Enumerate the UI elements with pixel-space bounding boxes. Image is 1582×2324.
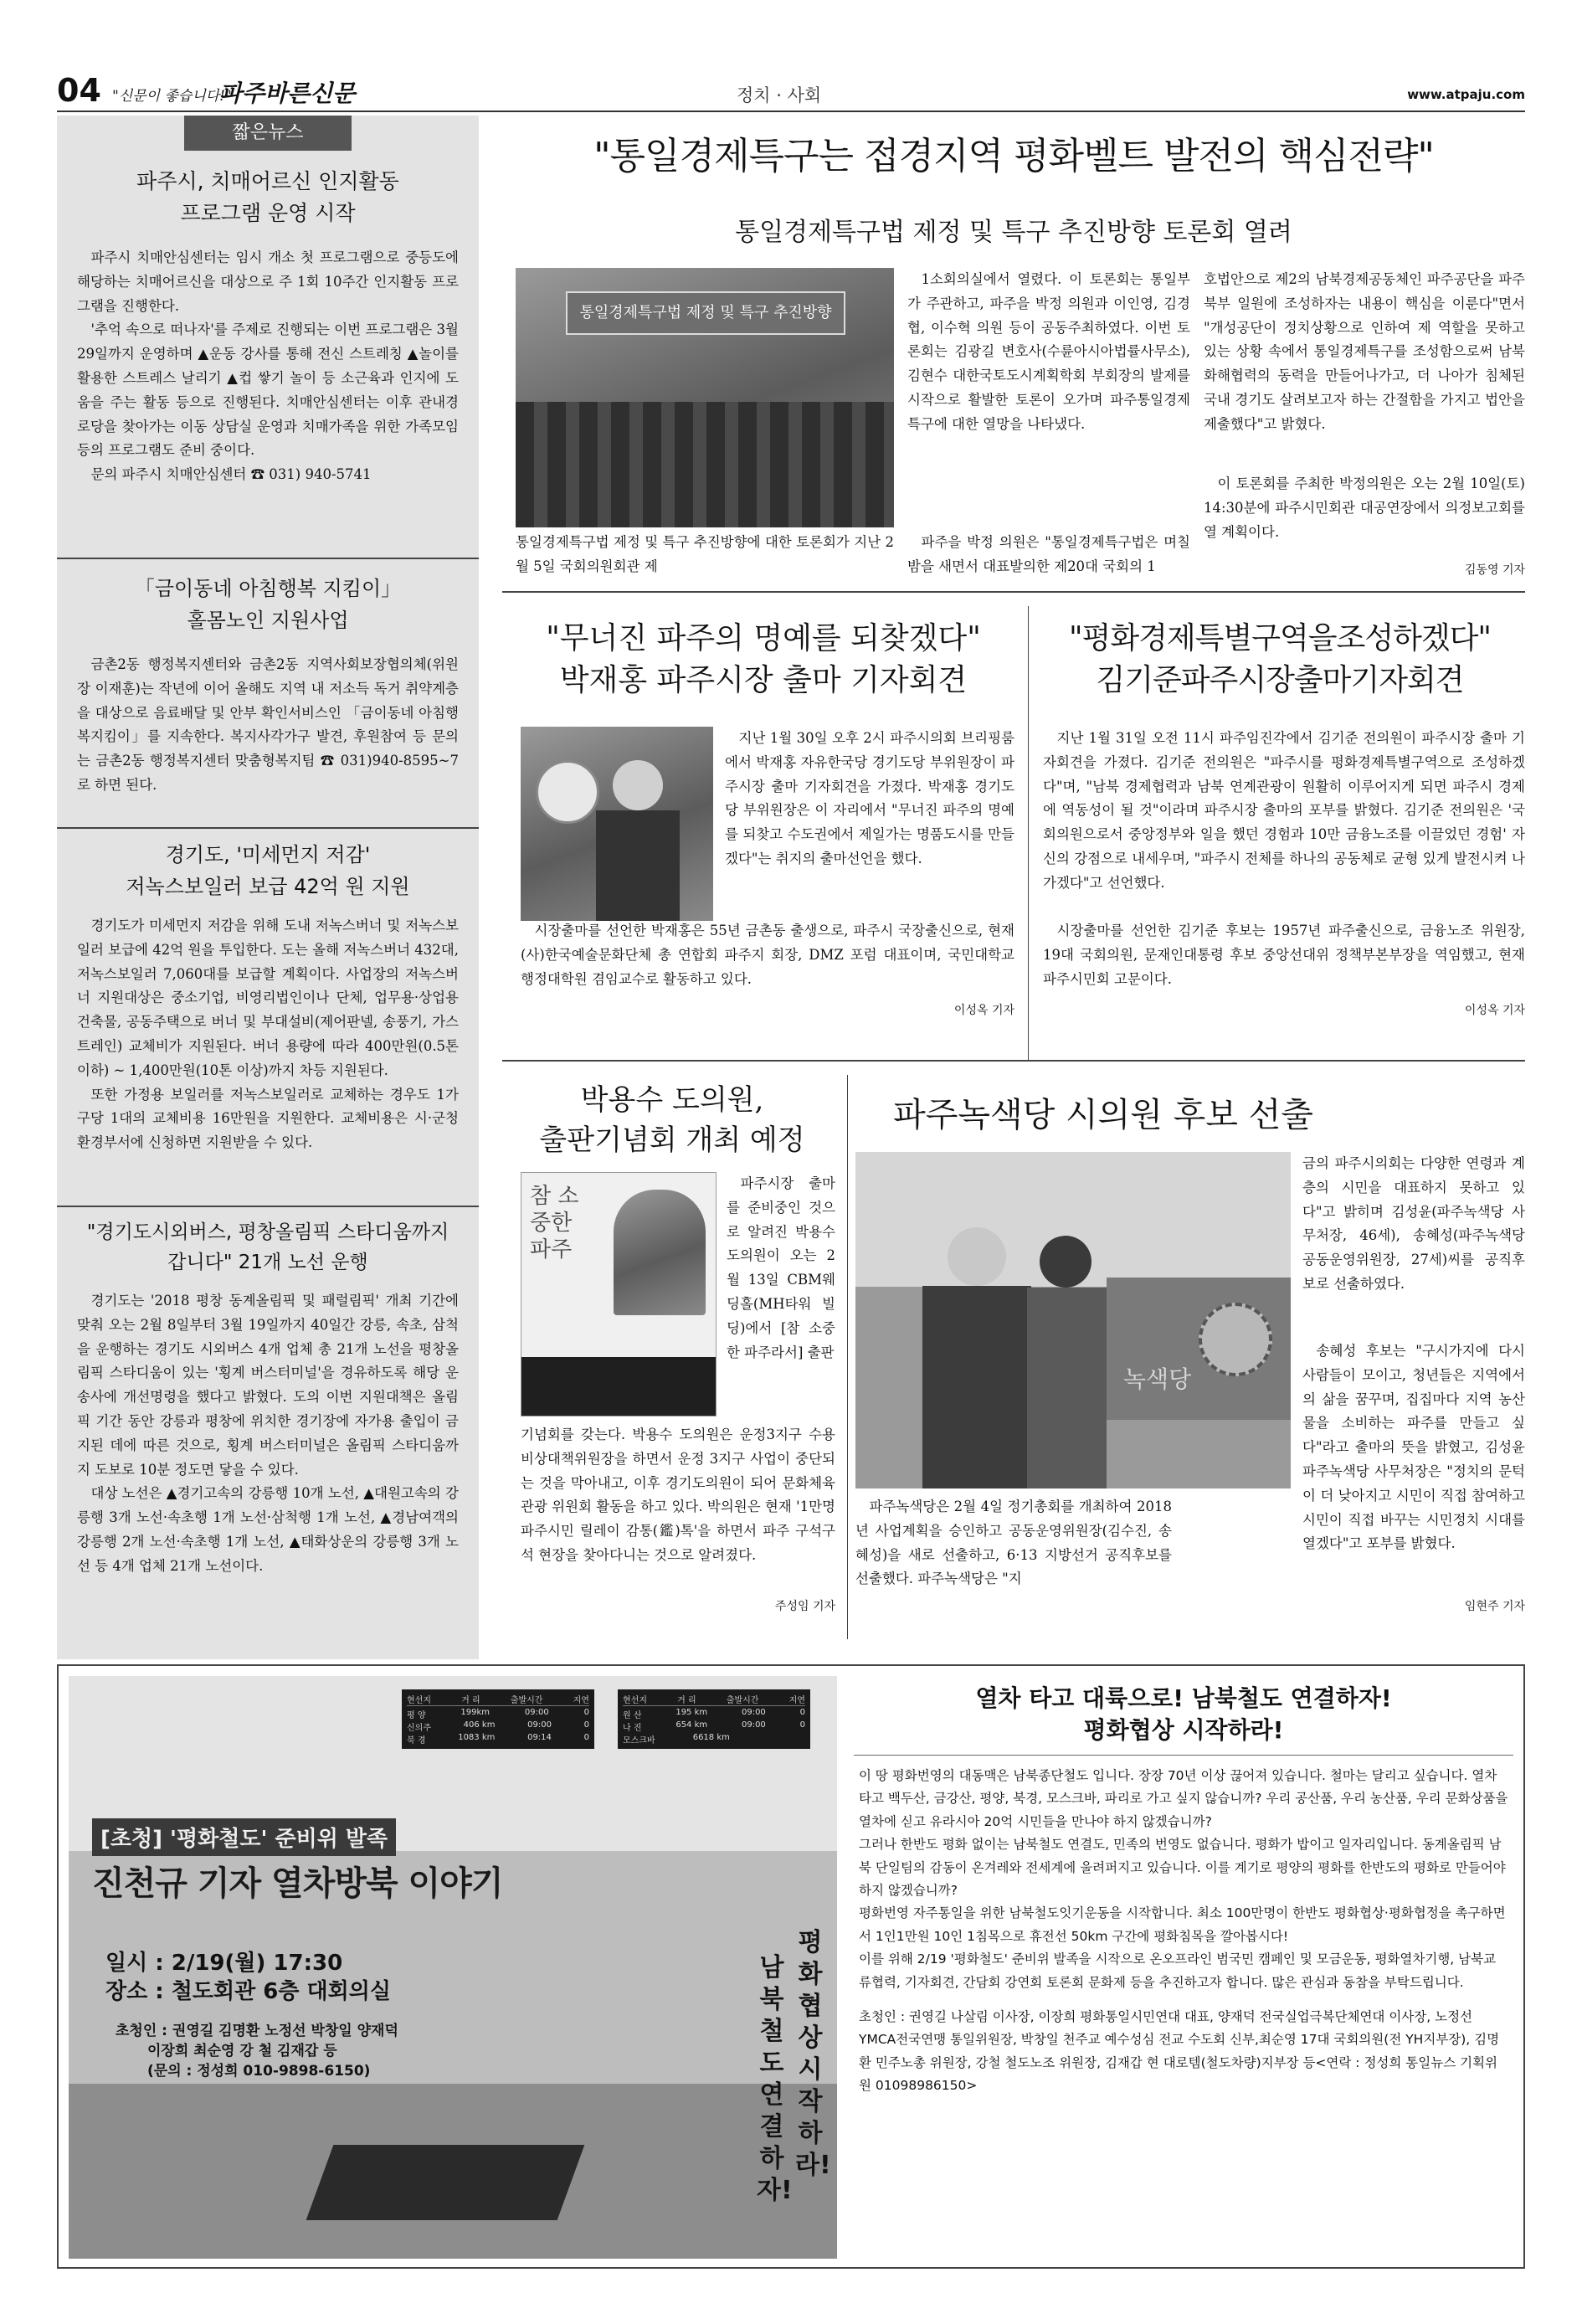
news-title-line: 프로그램 운영 시작 bbox=[180, 201, 356, 225]
header-rule bbox=[57, 111, 1525, 112]
green-byline: 임현주 기자 bbox=[1464, 1600, 1525, 1613]
news-title-line: 홀몸노인 지원사업 bbox=[187, 609, 349, 632]
board-cell: 0 bbox=[583, 1708, 589, 1717]
ad-vertical-slogan-2: 남북철도 연결하자! bbox=[757, 1953, 793, 2205]
ad-invite-line: (문의 : 정성희 010-9898-6150) bbox=[147, 2063, 371, 2080]
rail-paragraph: 평화번영 자주통일을 위한 남북철도잇기운동을 시작합니다. 최소 100만명이 한반도 평화협상·평화협정을 촉구하면서 1인1만원 10인 1침목으로 휴전선 50km 구간에 평화침목을 깔아봅시다! bbox=[859, 1905, 1506, 1944]
green-bottom-text: 파주녹색당은 2월 4일 정기총회를 개최하여 2018년 사업계획을 승인하고 공동운영위원장(김수진, 송혜성)을 새로 선출하고, 6·13 지방선거 공직후보를 선출했다. 파주녹색당은 "지 bbox=[855, 1499, 1172, 1587]
board-header: 지연 bbox=[573, 1696, 589, 1705]
divider bbox=[502, 1060, 1525, 1062]
party-emblem-icon bbox=[536, 760, 599, 824]
train-ad bbox=[69, 1676, 837, 2259]
rail-paragraph: 이 땅 평화번영의 대동맥은 남북종단철도 입니다. 장장 70년 이상 끊어져 있습니다. 철마는 달리고 싶습니다. 열차 타고 백두산, 금강산, 평양, 북경, 모스크바, 파리로 가고 싶지 않습니까? 우리 공산품, 우리 농산품, 우리 문화상품을 열차에 싣고 유라시아 20억 시민들을 만나야 하지 않겠습니까? bbox=[859, 1768, 1508, 1829]
section-label: 정치 · 사회 bbox=[737, 85, 822, 105]
news-title bbox=[77, 1217, 459, 1278]
rail-headline bbox=[854, 1683, 1513, 1746]
sunflower-icon bbox=[1199, 1303, 1272, 1376]
green-right-column-2: 송혜성 후보는 "구시가지에 다시 사람들이 모이고, 청년들은 지역에서의 삶을 꿈꾸며, 집집마다 지역 농산물을 소비하는 파주를 만들고 싶다"라고 출마의 뜻을 밝혔고, 김성윤 파주녹색당 사무처장은 "정치의 문턱이 더 낮아지고 시민이 직접 참여하고 시민이 직접 바꾸는 시민정치 시대를 열겠다"고 포부를 밝혔다. bbox=[1302, 1343, 1525, 1552]
kim-paragraph-2: 시장출마를 선언한 김기준 후보는 1957년 파주출신으로, 금융노조 위원장, 19대 국회의원, 문재인대통령 후보 중앙선대위 정책부본부장을 역임했고, 현재 파주시민회 고문이다. bbox=[1043, 923, 1525, 987]
lead-column-2: 1소회의실에서 열렸다. 이 토론회는 통일부가 주관하고, 파주을 박정 의원과 이인영, 김경협, 이수혁 의원 등이 공동주최하였다. 이번 토론회는 김광길 변호사(수륜아시아법률사무소), 김현수 대한국토도시계획학회 부회장의 발제를 시작으로 활발한 토론이 오가며 파주통일경제특구에 대한 열망을 나타냈다. bbox=[907, 271, 1190, 432]
book-byline: 주성임 기자 bbox=[774, 1600, 835, 1613]
candidate-2-body bbox=[1027, 1288, 1107, 1488]
green-flag bbox=[1107, 1278, 1291, 1420]
news-paragraph: '추억 속으로 떠나자'를 주제로 진행되는 이번 프로그램은 3월 29일까지 운영하며 ▲운동 강사를 통해 전신 스트레칭 ▲놀이를 활용한 스트레스 날리기 ▲컵 쌓기 놀이 등 소근육과 인지에 도움을 주는 활동 등으로 진행된다. 치매안심센터는 이후 관내경로당을 찾아가는 이동 상담실 운영과 치매가족을 위한 가족모임 등의 프로그램도 준비 중이다. bbox=[77, 321, 459, 459]
rail-headline-line: 열차 타고 대륙으로! 남북철도 연결하자! bbox=[975, 1684, 1392, 1712]
book-side-text: 파주시장 출마를 준비중인 것으로 알려진 박용수 도의원이 오는 2월 13일 CBM웨딩홀(MH타워 빌딩)에서 [참 소중한 파주라서] 출판 bbox=[727, 1175, 835, 1360]
ad-banner: [초청] '평화철도' 준비위 발족 bbox=[92, 1818, 396, 1856]
board-header: 현선지 bbox=[623, 1696, 647, 1705]
book-headline-line: 출판기념회 개최 예정 bbox=[539, 1123, 805, 1157]
board-cell: 1083 km bbox=[458, 1733, 496, 1742]
lead-column-3b: 이 토론회를 주최한 박정의원은 오는 2월 10일(토) 14:30분에 파주시민회관 대공연장에서 의정보고회를 열 계획이다. bbox=[1204, 476, 1525, 540]
people-row bbox=[516, 402, 894, 527]
kim-headline-line: 김기준파주시장출마기자회견 bbox=[1096, 663, 1464, 697]
board-cell: 평 양 bbox=[407, 1711, 426, 1720]
divider bbox=[57, 1206, 479, 1207]
board-cell: 모스크바 bbox=[623, 1736, 655, 1746]
board-cell: 09:00 bbox=[741, 1720, 766, 1730]
candidate-1-body bbox=[922, 1286, 1031, 1488]
board-cell: 654 km bbox=[675, 1720, 708, 1730]
park-headline-line: 박재홍 파주시장 출마 기자회견 bbox=[559, 663, 968, 697]
column-divider bbox=[1028, 606, 1029, 1062]
kim-byline: 이성옥 기자 bbox=[1464, 1004, 1525, 1017]
ad-place: 장소 : 철도회관 6층 대회의실 bbox=[105, 1979, 391, 2004]
news-title-line: 「금이동네 아침행복 지킴이」 bbox=[134, 577, 402, 600]
board-cell: 199km bbox=[460, 1708, 491, 1717]
book-body: 기념회를 갖는다. 박용수 도의원은 운정3지구 수용비상대책위원장을 하면서 운정 3지구 사업이 중단되는 것을 막아내고, 이후 경기도의원이 되어 문화체육관광 위원회 활동을 하고 있다. 박의원은 현재 '1만명 파주시민 릴레이 감통(鑑)톡'을 하면서 파주 구석구석 현장을 찾아다니는 것으로 알려졌다. bbox=[521, 1427, 835, 1563]
ad-invite-line: 초청인 : 권영길 김명환 노정선 박창일 양재덕 bbox=[116, 2023, 398, 2039]
news-title-line: 경기도, '미세먼지 저감' bbox=[165, 843, 371, 866]
board-cell: 0 bbox=[583, 1733, 589, 1742]
speaker-body bbox=[596, 810, 680, 921]
park-headline bbox=[507, 618, 1020, 702]
board-header: 현선지 bbox=[407, 1696, 431, 1705]
author-photo bbox=[614, 1190, 706, 1315]
board-header: 출발시간 bbox=[510, 1696, 543, 1705]
kim-headline bbox=[1035, 618, 1525, 702]
divider bbox=[57, 827, 479, 829]
ad-date: 일시 : 2/19(월) 17:30 bbox=[105, 1951, 343, 1976]
page-number: 04 bbox=[57, 72, 101, 109]
news-paragraph: 경기도가 미세먼지 저감을 위해 도내 저녹스버너 및 저녹스보일러 보급에 42억 원을 투입한다. 도는 올해 저녹스버너 432대, 저녹스보일러 7,060대를 보급할 계획이다. 사업장의 저녹스버너 지원대상은 중소기업, 비영리법인이나 단체, 업무용·상업용 건축물, 공동주택으로 버너 및 부대설비(제어판넬, 송풍기, 가스트레인) 교체비가 지원된다. 버너 용량에 따라 400만원(0.5톤 이하) ~ 1,400만원(10톤 이상)까지 차등 지원된다. bbox=[77, 918, 459, 1078]
rail-headline-line: 평화협상 시작하라! bbox=[1083, 1716, 1284, 1744]
rail-paragraph: 이를 위해 2/19 '평화철도' 준비위 발족을 시작으로 온오프라인 범국민 캠페인 및 모금운동, 평화열차기행, 남북교류협력, 기자회견, 간담회 강연회 토론회 문화제 등을 추진하고자 합니다. 많은 관심과 동참을 부탁드립니다. bbox=[859, 1951, 1497, 1990]
candidate-1-head bbox=[948, 1227, 1006, 1286]
green-photo bbox=[855, 1152, 1291, 1488]
board-cell: 09:00 bbox=[527, 1720, 552, 1730]
kim-headline-line: "평화경제특별구역을조성하겠다" bbox=[1069, 621, 1491, 656]
news-title-line: 파주시, 치매어르신 인지활동 bbox=[136, 169, 399, 193]
news-paragraph: 금촌2동 행정복지센터와 금촌2동 지역사회보장협의체(위원장 이재훈)는 작년에 이어 올해도 지역 내 저소득 독거 취약계층을 대상으로 음료배달 및 안부 확인서비스인 「금이동네 아침행복지킴이」를 지속한다. 복지사각가구 발견, 후원참여 등 문의는 금촌2동 행정복지센터 맞춤형복지팀 ☎ 031)940-8595~7로 하면 된다. bbox=[77, 656, 459, 793]
green-headline: 파주녹색당 시의원 후보 선출 bbox=[893, 1096, 1313, 1134]
divider bbox=[502, 591, 1525, 593]
news-title bbox=[77, 573, 459, 636]
rail-body bbox=[859, 1765, 1508, 2098]
site-url[interactable]: www.atpaju.com bbox=[1407, 87, 1525, 102]
news-paragraph: 경기도는 '2018 평창 동계올림픽 및 패럴림픽' 개최 기간에 맞춰 오는 2월 8일부터 3월 19일까지 40일간 강릉, 속초, 삼척을 운행하는 경기도 시외버스 4개 업체 총 21개 노선을 평창올림픽 스타디움이 있는 '횡계 버스터미널'을 경유하도록 해당 운송사에 개선명령을 했다고 밝혔다. 도의 이번 지원대책은 올림픽 기간 동안 강릉과 평창에 위치한 경기장에 자가용 출입이 금지된 데에 따른 것으로, 횡계 버스터미널은 올림픽 스타디움까지 도보로 10분 정도면 닿을 수 있다. bbox=[77, 1293, 459, 1478]
lead-headline: "통일경제특구는 접경지역 평화벨트 발전의 핵심전략" bbox=[593, 135, 1434, 177]
news-title bbox=[77, 166, 459, 229]
board-header: 출발시간 bbox=[726, 1696, 759, 1705]
board-cell: 나 진 bbox=[623, 1724, 642, 1733]
book-cover bbox=[521, 1172, 717, 1417]
news-contact: 문의 파주시 치매안심센터 ☎ 031) 940-5741 bbox=[90, 466, 372, 483]
news-item-boiler bbox=[77, 839, 459, 1155]
park-photo bbox=[521, 727, 713, 921]
green-right-column: 금의 파주시의회는 다양한 연령과 계층의 시민을 대표하지 못하고 있다"고 밝히며 김성윤(파주녹색당 사무처장, 46세), 송혜성(파주녹색당 공동운영위원장, 27세)씨를 공직후보로 선출하였다. bbox=[1302, 1155, 1525, 1292]
book-headline bbox=[507, 1080, 837, 1160]
board-cell: 0 bbox=[799, 1720, 805, 1730]
short-news-label: 짧은뉴스 bbox=[184, 116, 352, 151]
lead-column-2-tail: 파주을 박정 의원은 "통일경제특구법은 며칠 밤을 새면서 대표발의한 제20대 국회의 1 bbox=[907, 534, 1190, 574]
ad-vertical-slogan-1: 평화협상 시작하라! bbox=[795, 1928, 831, 2180]
news-paragraph: 대상 노선은 ▲경기고속의 강릉행 10개 노선, ▲대원고속의 강릉행 3개 노선·속초행 1개 노선·삼척행 1개 노선, ▲경남여객의 강릉행 2개 노선·속초행 1개 노선, ▲태화상운의 강릉행 3개 노선 등 4개 업체 21개 노선이다. bbox=[77, 1485, 459, 1574]
book-cover-band bbox=[521, 1357, 716, 1416]
board-cell: 신의주 bbox=[407, 1724, 431, 1733]
board-cell: 09:00 bbox=[741, 1708, 766, 1717]
book-headline-line: 박용수 도의원, bbox=[580, 1083, 764, 1117]
kim-paragraph-1: 지난 1월 31일 오전 11시 파주임진각에서 김기준 전의원이 파주시장 출마 기자회견을 가졌다. 김기준 전의원은 "파주시를 평화경제특별구역으로 조성하겠다"며, "남북 경제협력과 남북 연계관광이 원활히 이루어지게 되면 파주시 경제에 역동성이 될 것"이라며 파주시장 출마의 포부를 밝혔다. 김기준 전의원은 '국회의원으로서 중앙정부와 일을 했던 경험과 10만 금융노조를 이끌었던 경험' 자신의 강점으로 내세우며, "파주시 전체를 하나의 공동체로 균형 있게 발전시켜 나가겠다"고 선언했다. bbox=[1043, 730, 1525, 891]
header-slogan: "신문이 좋습니다!" bbox=[112, 88, 232, 105]
departure-board-2 bbox=[618, 1689, 810, 1749]
news-title-line: 저녹스보일러 보급 42억 원 지원 bbox=[126, 875, 410, 898]
board-header: 지연 bbox=[788, 1696, 805, 1705]
board-cell: 195 km bbox=[675, 1708, 708, 1717]
candidate-2-head bbox=[1040, 1236, 1091, 1288]
forum-photo-caption: 통일경제특구법 제정 및 특구 추진방향에 대한 토론회가 지난 2월 5일 국회의원회관 제 bbox=[516, 534, 894, 574]
column-divider bbox=[847, 1075, 848, 1639]
board-cell: 6618 km bbox=[692, 1733, 730, 1742]
news-paragraph: 파주시 치매안심센터는 임시 개소 첫 프로그램으로 중등도에 해당하는 치매어르신을 대상으로 주 1회 10주간 인지활동 프로그램을 진행한다. bbox=[77, 249, 459, 314]
rail-invitees: 초청인 : 권영길 나살림 이사장, 이장희 평화통일시민연대 대표, 양재덕 전국실업극복단체연대 이사장, 노정선 YMCA전국연맹 통일위원장, 박창일 천주교 예수성심 전교 수도회 신부,최순영 17대 국회의원(전 YH지부장), 김명환 민주노총 위원장, 강철 철도노조 위원장, 김재갑 현 대로템(철도차량)지부장 등<연락 : 정성희 통일뉴스 기획위원 01098986150> bbox=[859, 2009, 1500, 2094]
board-cell: 09:00 bbox=[524, 1708, 549, 1717]
park-byline: 이성옥 기자 bbox=[953, 1004, 1014, 1017]
news-item-dementia bbox=[77, 166, 459, 487]
board-cell: 북 경 bbox=[407, 1736, 426, 1746]
board-cell: 원 산 bbox=[623, 1711, 642, 1720]
forum-banner: 통일경제특구법 제정 및 특구 추진방향 bbox=[566, 291, 845, 335]
flag-label: 녹색당 bbox=[1123, 1365, 1192, 1393]
book-cover-title: 참 소중한 파주 bbox=[530, 1184, 579, 1262]
news-item-morning-guard bbox=[77, 573, 459, 798]
lead-subheadline: 통일경제특구법 제정 및 특구 추진방향 토론회 열려 bbox=[735, 218, 1292, 247]
park-paragraph-1: 지난 1월 30일 오후 2시 파주시의회 브리핑룸에서 박재홍 자유한국당 경기도당 부위원장이 파주시장 출마 기자회견을 가졌다. 박재홍 경기도당 부위원장은 이 자리에서 "무너진 파주의 명예를 되찾고 수도권에서 제일가는 명품도시를 만들겠다"는 취지의 출마선언을 했다. bbox=[725, 730, 1014, 866]
forum-photo bbox=[516, 268, 894, 527]
board-cell: 0 bbox=[799, 1708, 805, 1717]
divider bbox=[57, 558, 479, 559]
board-cell: 09:14 bbox=[527, 1733, 552, 1742]
speaker-head bbox=[613, 760, 663, 810]
board-cell: 0 bbox=[583, 1720, 589, 1730]
short-news-sidebar bbox=[57, 116, 479, 1659]
masthead-logo: 파주바른신문 bbox=[219, 80, 356, 107]
board-header: 거 리 bbox=[461, 1696, 480, 1705]
departure-board-1 bbox=[402, 1689, 594, 1749]
board-cell: 406 km bbox=[463, 1720, 496, 1730]
rail-paragraph: 그러나 한반도 평화 없이는 남북철도 연결도, 민족의 번영도 없습니다. 평화가 밥이고 일자리입니다. 동계올림픽 남북 단일팀의 감동이 온겨레와 전세계에 울려퍼지고 있습니다. 이를 계기로 평양의 평화를 한반도의 평화로 만들어야 하지 않겠습니까? bbox=[859, 1837, 1506, 1899]
ad-invite-line: 이장희 최순영 강 철 김재갑 등 bbox=[147, 2043, 337, 2059]
board-header: 거 리 bbox=[677, 1696, 696, 1705]
ad-title: 진천규 기자 열차방북 이야기 bbox=[92, 1864, 503, 1903]
lead-byline: 김동영 기자 bbox=[1464, 563, 1525, 577]
park-headline-line: "무너진 파주의 명예를 되찾겠다" bbox=[546, 621, 981, 656]
news-title-line: 갑니다" 21개 노선 운행 bbox=[167, 1252, 368, 1273]
divider bbox=[854, 1755, 1513, 1756]
train-icon bbox=[306, 2145, 585, 2220]
news-title bbox=[77, 839, 459, 902]
news-item-bus bbox=[77, 1217, 459, 1579]
news-paragraph: 또한 가정용 보일러를 저녹스보일러로 교체하는 경우도 1가구당 1대의 교체비용 16만원을 지원한다. 교체비용은 시·군청 환경부서에 신청하면 지원받을 수 있다. bbox=[77, 1086, 459, 1151]
lead-column-3: 호법안으로 제2의 남북경제공동체인 파주공단을 파주 북부 일원에 조성하자는 내용이 핵심을 이룬다"면서 "개성공단이 정치상황으로 인하여 제 역할을 못하고 있는 상황 속에서 통일경제특구를 조성함으로써 남북화해협력의 동력을 만들어나가고, 더 나아가 침체된 국내 경기도 살려보고자 하는 간절함을 가지고 법안을 제출했다"고 밝혔다. bbox=[1204, 271, 1525, 432]
news-title-line: "경기도시외버스, 평창올림픽 스타디움까지 bbox=[86, 1221, 449, 1243]
ad-invitees bbox=[116, 2021, 398, 2081]
park-paragraph-2: 시장출마를 선언한 박재홍은 55년 금촌동 출생으로, 파주시 국장출신으로, 현재 (사)한국예술문화단체 총 연합회 파주지 회장, DMZ 포럼 대표이며, 국민대학교 행정대학원 겸임교수로 활동하고 있다. bbox=[521, 923, 1014, 987]
